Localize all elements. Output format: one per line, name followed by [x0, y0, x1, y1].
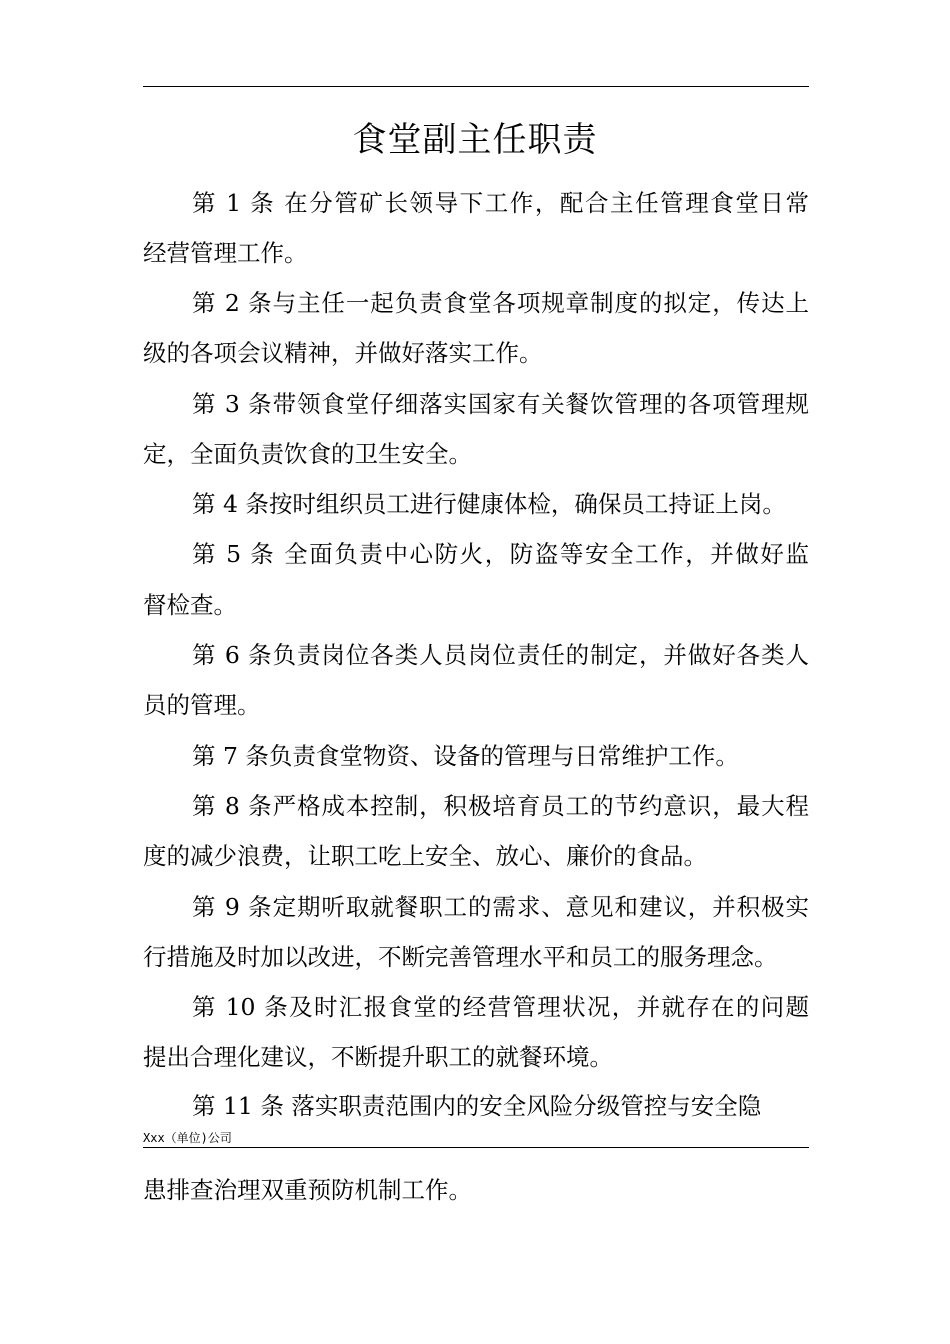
article-9-line-2: 行措施及时加以改进，不断完善管理水平和员工的服务理念。: [143, 943, 778, 971]
article-4-line-1: 第 4 条按时组织员工进行健康体检，确保员工持证上岗。: [192, 490, 786, 518]
article-3-line-1: 第 3 条带领食堂仔细落实国家有关餐饮管理的各项管理规: [192, 390, 809, 418]
article-5-line-1: 第 5 条 全面负责中心防火，防盗等安全工作，并做好监: [192, 540, 809, 568]
page-footer-company: Xxx（单位)公司: [143, 1131, 232, 1145]
article-8-line-2: 度的减少浪费，让职工吃上安全、放心、廉价的食品。: [143, 842, 707, 870]
article-5-line-2: 督检查。: [143, 591, 237, 619]
article-6-line-2: 员的管理。: [143, 691, 261, 719]
article-10-line-1: 第 10 条及时汇报食堂的经营管理状况，并就存在的问题: [192, 993, 809, 1021]
footer-rule: [143, 1147, 809, 1148]
article-7-line-1: 第 7 条负责食堂物资、设备的管理与日常维护工作。: [192, 742, 739, 770]
article-11-line-1: 第 11 条 落实职责范围内的安全风险分级管控与安全隐: [192, 1092, 762, 1120]
article-2-line-1: 第 2 条与主任一起负责食堂各项规章制度的拟定，传达上: [192, 289, 809, 317]
article-6-line-1: 第 6 条负责岗位各类人员岗位责任的制定，并做好各类人: [192, 641, 809, 669]
document-title: 食堂副主任职责: [352, 120, 598, 160]
article-3-line-2: 定，全面负责饮食的卫生安全。: [143, 440, 472, 468]
article-1-line-2: 经营管理工作。: [143, 239, 308, 267]
article-8-line-1: 第 8 条严格成本控制，积极培育员工的节约意识，最大程: [192, 792, 809, 820]
article-11-line-2: 患排查治理双重预防机制工作。: [143, 1176, 472, 1204]
article-9-line-1: 第 9 条定期听取就餐职工的需求、意见和建议，并积极实: [192, 893, 809, 921]
article-10-line-2: 提出合理化建议，不断提升职工的就餐环境。: [143, 1043, 613, 1071]
header-rule: [143, 86, 809, 87]
article-2-line-2: 级的各项会议精神，并做好落实工作。: [143, 339, 543, 367]
article-1-line-1: 第 1 条 在分管矿长领导下工作，配合主任管理食堂日常: [192, 189, 809, 217]
